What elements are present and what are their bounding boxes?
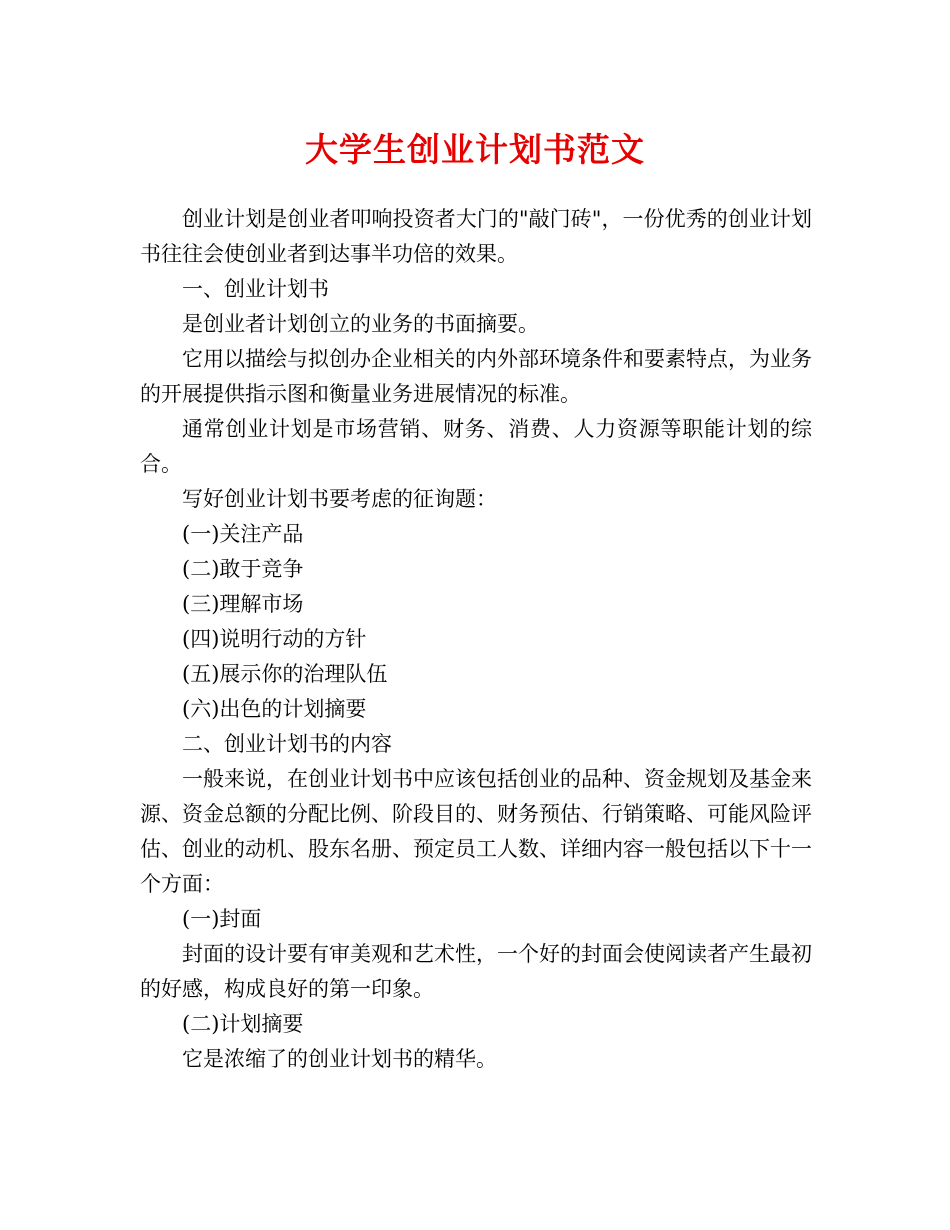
- list-item: (二)敢于竞争: [182, 557, 304, 581]
- paragraph: 一般来说，在创业计划书中应该包括创业的品种、资金规划及基金来源、资金总额的分配比例、阶段目的、财务预估、行销策略、可能风险评估、创业的动机、股东名册、预定员工人数、详细内容一般包括以下十一个方面：: [140, 767, 812, 896]
- section-heading-2: 二、创业计划书的内容: [182, 732, 392, 756]
- paragraph: 通常创业计划是市场营销、财务、消费、人力资源等职能计划的综合。: [140, 417, 812, 476]
- subsection-heading: (二)计划摘要: [182, 1012, 304, 1036]
- section-heading-1: 一、创业计划书: [182, 277, 329, 301]
- document-title: 大学生创业计划书范文: [305, 130, 645, 169]
- list-item: (一)关注产品: [182, 522, 304, 546]
- paragraph: 它用以描绘与拟创办企业相关的内外部环境条件和要素特点，为业务的开展提供指示图和衡量业务进展情况的标准。: [140, 347, 812, 406]
- paragraph: 封面的设计要有审美观和艺术性，一个好的封面会使阅读者产生最初的好感，构成良好的第一印象。: [140, 942, 812, 1001]
- paragraph: 是创业者计划创立的业务的书面摘要。: [182, 312, 539, 336]
- list-item: (四)说明行动的方针: [182, 627, 367, 651]
- list-item: (六)出色的计划摘要: [182, 697, 367, 721]
- subsection-heading: (一)封面: [182, 907, 262, 931]
- document-body: [140, 202, 812, 1077]
- paragraph: 它是浓缩了的创业计划书的精华。: [182, 1047, 497, 1071]
- list-item: (五)展示你的治理队伍: [182, 662, 388, 686]
- paragraph: 写好创业计划书要考虑的征询题：: [182, 487, 497, 511]
- list-item: (三)理解市场: [182, 592, 304, 616]
- paragraph-intro: 创业计划是创业者叩响投资者大门的"敲门砖"，一份优秀的创业计划书往往会使创业者到达事半功倍的效果。: [140, 207, 812, 266]
